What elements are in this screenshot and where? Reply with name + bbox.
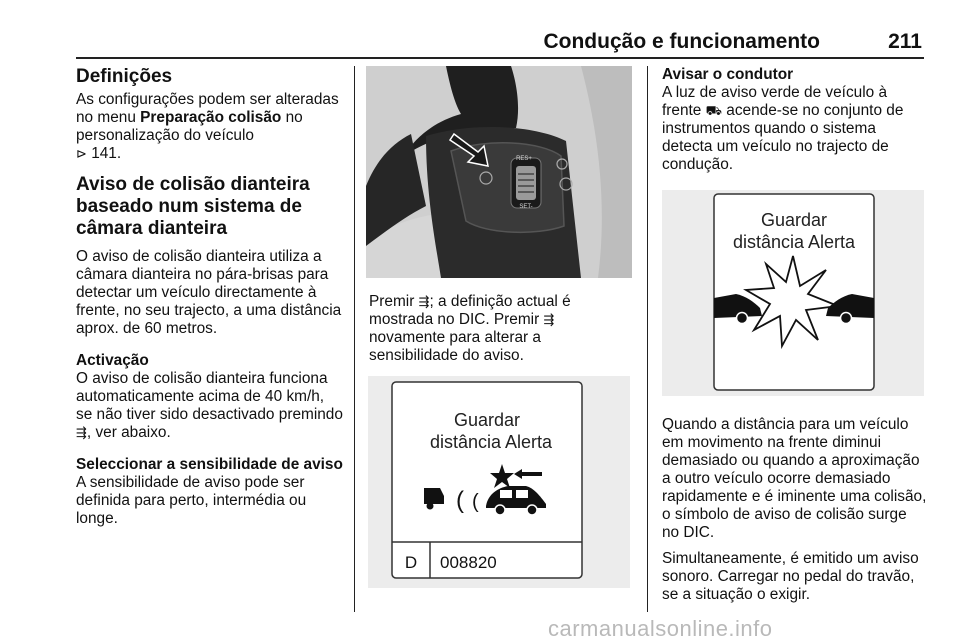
paragraph-premir [369,293,631,365]
dic-odometer: 008820 [440,553,497,572]
dic-line2: distância Alerta [429,432,553,452]
collision-alert-button-icon: ⇶ [543,312,555,327]
sensitivity-bracket-1: ( [456,487,464,514]
page-number: 211 [888,30,922,53]
paragraph-definicoes [76,91,344,163]
text: A luz de aviso verde de veículo à frente [662,84,888,119]
paragraph-activacao [76,370,344,442]
dic-display-illustration [368,376,630,588]
heading-avisar-condutor: Avisar o condutor [662,66,794,83]
text: no personalização do veículo [76,109,303,144]
text: ; a definição actual é mostrada no DIC. Premir [369,293,571,328]
text: Premir [369,293,419,310]
text: , ver abaixo. [86,424,171,441]
svg-text:SET-: SET- [519,204,533,210]
menu-name: Preparação colisão [140,109,282,126]
paragraph-quando: Quando a distância para um veículo em movimento na frente diminui demasiado ou quando a aproximação a outro veículo ocorre demasiado rapidamente e é iminente uma colisão, o símbolo de aviso de colisão surge no DIC. [662,416,927,541]
column-3 [662,66,924,185]
heading-activacao: Activação [76,352,149,369]
column-divider-2 [647,66,648,612]
text: O aviso de colisão dianteira funciona automaticamente acima de 40 km/h, se não tiver sido desactivado premindo [76,370,343,423]
page-ref[interactable]: 141. [91,145,122,162]
paragraph-aviso-colisao: O aviso de colisão dianteira utiliza a câmara dianteira no pára-brisas para detectar um veículo directamente à frente, no seu trajecto, a uma distância aprox. de 60 metros. [76,248,342,337]
column-divider-1 [354,66,355,612]
text: novamente para alterar a sensibilidade do aviso. [369,329,541,364]
panel-line2: distância Alerta [732,232,856,252]
paragraph-simultaneamente: Simultaneamente, é emitido um aviso sonoro. Carregar no pedal do travão, se a situação o exigir. [662,550,919,603]
dic-line1: Guardar [453,410,521,430]
heading-sensibilidade: Seleccionar a sensibilidade de aviso [76,456,343,473]
column-1 [76,66,344,539]
heading-definicoes: Definições [76,66,173,87]
approach-arrow-icon [520,472,542,476]
collision-alert-button-icon: ⇶ [76,425,87,440]
text: As configurações podem ser alteradas no menu [76,91,339,126]
paragraph-sensibilidade: A sensibilidade de aviso pode ser definida para perto, intermédia ou longe. [76,474,307,527]
collision-warning-illustration [662,190,924,396]
vehicle-ahead-warning-icon: ⛟ [705,103,722,118]
paragraph-avisar [662,84,924,174]
steering-wheel-illustration [366,66,632,278]
svg-text:RES+: RES+ [516,156,532,162]
text: acende-se no conjunto de instrumentos quando o sistema detecta um veículo no trajecto de condução. [662,102,904,173]
sensitivity-bracket-2: ( [472,491,479,513]
collision-alert-button-icon: ⇶ [418,294,430,309]
page-ref-arrow-icon: ⊳ [76,146,87,161]
heading-aviso-colisao: Aviso de colisão dianteira baseado num sistema de câmara dianteira [76,174,310,239]
dic-gear: D [404,553,418,572]
watermark: carmanualsonline.info [548,616,773,641]
panel-line1: Guardar [760,210,828,230]
header-rule [76,57,924,59]
column-3-bottom [662,416,928,615]
section-title: Condução e funcionamento [543,30,820,53]
column-2 [369,293,631,376]
